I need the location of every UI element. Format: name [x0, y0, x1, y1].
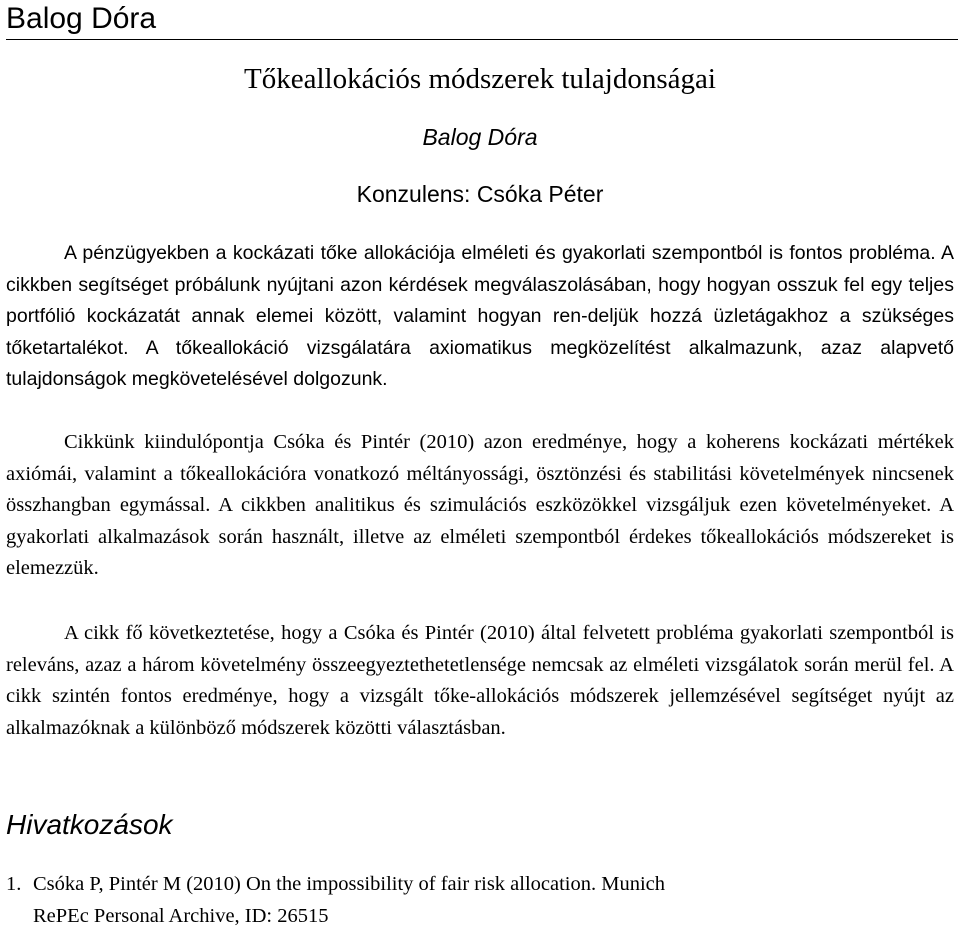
body-paragraph-1: Cikkünk kiindulópontja Csóka és Pintér (2010) azon eredménye, hogy a koherens kockázati mértékek axiómái, valamint a tőkeallokációra vonatkozó méltányossági, ösztönzési és stabilitási követelmények nincsenek összhangban egymással. A cikkben analitikus és szimulációs eszközökkel vizsgáljuk ezen követelményeket. A gyakorlati alkalmazások során használt, illetve az elméleti szempontból érdekes tőkeallokációs módszereket is elemezzük.	[6, 427, 954, 585]
header-author-name: Balog Dóra	[6, 2, 156, 36]
abstract-paragraph: A pénzügyekben a kockázati tőke allokációja elméleti és gyakorlati szempontból is fontos probléma. A cikkben segítséget próbálunk nyújtani azon kérdések megválaszolásában, hogy hogyan osszuk fel egy teljes portfólió kockázatát annak elemei között, valamint hogyan ren-deljük hozzá üzletágakhoz a szükséges tőketartalékot. A tőkeallokáció vizsgálatára axiomatikus megközelítést alkalmazunk, azaz alapvető tulajdonságok megkövetelésével dolgozunk.	[6, 238, 954, 396]
paper-title: Tőkeallokációs módszerek tulajdonságai	[0, 62, 960, 96]
reference-text-line-1: Csóka P, Pintér M (2010) On the impossibility of fair risk allocation. Munich	[33, 873, 665, 895]
reference-number: 1.	[6, 869, 33, 901]
paper-author: Balog Dóra	[0, 122, 960, 152]
body-paragraph-2: A cikk fő következtetése, hogy a Csóka és Pintér (2010) által felvetett probléma gyakorlati szempontból is releváns, azaz a három követelmény összeegyeztethetetlensége nemcsak az elméleti vizsgálatok során merül fel. A cikk szintén fontos eredménye, hogy a vizsgált tőke-allokációs módszerek jellemzésével segítséget nyújt az alkalmazóknak a különböző módszerek közötti választásban.	[6, 618, 954, 744]
reference-item	[6, 869, 954, 932]
paper-advisor: Konzulens: Csóka Péter	[0, 179, 960, 209]
references-heading: Hivatkozások	[6, 808, 173, 842]
reference-line-1	[6, 869, 954, 901]
page-header	[6, 2, 958, 40]
reference-text-line-2: RePEc Personal Archive, ID: 26515	[6, 901, 954, 932]
